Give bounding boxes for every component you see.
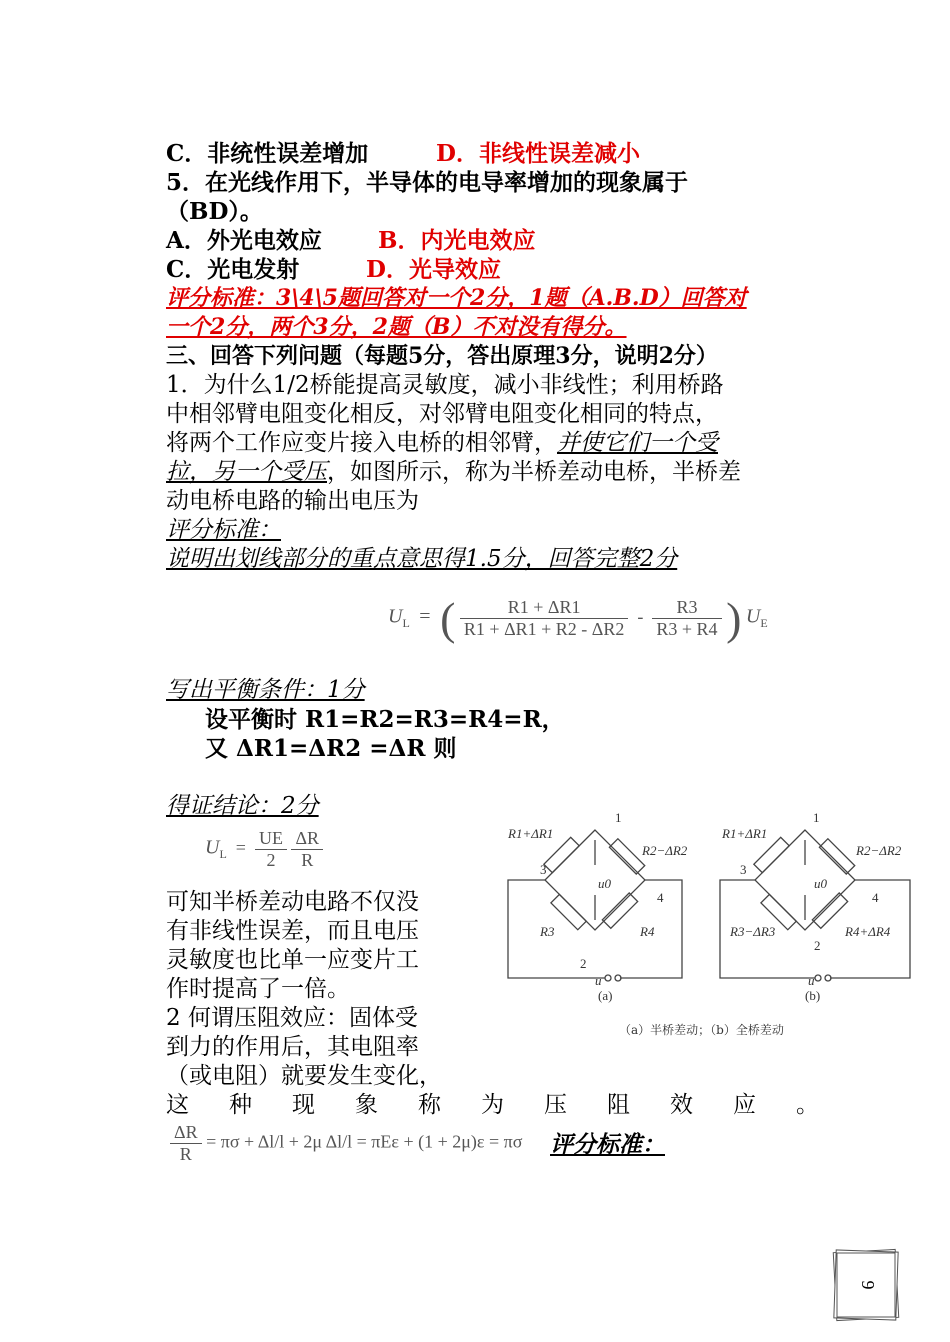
q5-stem: 5．在光线作用下，半导体的电导率增加的现象属于 <box>166 169 689 196</box>
figure-caption: （a）半桥差动；（b）全桥差动 <box>619 1023 784 1037</box>
rubric-line-2: 一个2分，两个3分，2题（B）不对没有得分。 <box>166 314 627 340</box>
svg-text:2: 2 <box>814 938 821 953</box>
svg-text:(a): (a) <box>598 988 613 1003</box>
svg-text:4: 4 <box>657 890 664 905</box>
rubric-last: 评分标准： <box>550 1131 665 1158</box>
balance-condition-1: 设平衡时 R1=R2=R3=R4=R， <box>205 706 565 733</box>
svg-text:R3−ΔR3: R3−ΔR3 <box>730 924 776 939</box>
svg-text:2: 2 <box>580 956 587 971</box>
bridge-circuit-figure <box>500 810 920 1040</box>
svg-text:R4: R4 <box>640 924 655 939</box>
svg-text:(b): (b) <box>805 988 821 1003</box>
svg-text:3: 3 <box>540 862 547 877</box>
svg-text:1: 1 <box>813 810 820 825</box>
question-2-line-2: 到力的作用后，其电阻率 <box>166 1034 419 1060</box>
q5-answer: （BD）。 <box>166 198 263 225</box>
label-r1: R1+ΔR1 <box>508 826 554 841</box>
rubric-2-title: 评分标准： <box>166 517 281 543</box>
piezoresistive-formula: $\frac{\Delta R}{R}$ = πσ + Δl/l + 2μ Δl/l = πEε + (1 + 2μ)ε = πσ <box>170 1122 522 1165</box>
q4-option-c: C．非统性误差增加 <box>166 140 369 167</box>
question-2-line-1: 2 何谓压阻效应：固体受 <box>166 1005 418 1031</box>
q5-option-d: D．光导效应 <box>366 256 501 283</box>
q5-option-a: A．外光电效应 <box>166 227 322 254</box>
q4-option-d: D．非线性误差减小 <box>436 140 640 167</box>
question-2-line-4: 这种现象称为压阻效应。 <box>166 1092 859 1118</box>
svg-text:1: 1 <box>615 810 622 825</box>
conclusion-formula: $U_L$ = $\frac{UE}{2}$ $\frac{\Delta R}{R}$ <box>205 828 323 871</box>
answer-line-5: 动电桥电路的输出电压为 <box>166 488 419 514</box>
svg-text:R2−ΔR2: R2−ΔR2 <box>856 843 902 858</box>
svg-text:3: 3 <box>740 862 747 877</box>
q5-option-c: C．光电发射 <box>166 256 300 283</box>
answer-line-4: 拉，另一个受压，如图所示，称为半桥差动电桥，半桥差 <box>166 459 741 485</box>
conclusion-line-4: 作时提高了一倍。 <box>166 976 350 1002</box>
section-3-heading: 三、回答下列问题（每题5分，答出原理3分，说明2分） <box>166 343 718 369</box>
rubric-line-1: 评分标准：3\4\5题回答对一个2分，1题（A.B.D）回答对 <box>166 285 747 311</box>
svg-text:u: u <box>808 973 815 988</box>
rubric-2-text: 说明出划线部分的重点意思得1.5分，回答完整2分 <box>166 546 678 572</box>
svg-text:4: 4 <box>872 890 879 905</box>
svg-text:R3: R3 <box>540 924 555 939</box>
svg-text:u0: u0 <box>598 876 611 891</box>
svg-text:R4+ΔR4: R4+ΔR4 <box>845 924 891 939</box>
svg-text:9: 9 <box>858 1280 878 1290</box>
balance-title: 写出平衡条件：1分 <box>166 677 365 703</box>
q5-option-b: B．内光电效应 <box>378 227 536 254</box>
conclusion-line-2: 有非线性误差，而且电压 <box>166 918 419 944</box>
balance-condition-2: 又 ΔR1=ΔR2 =ΔR 则 <box>205 735 457 762</box>
answer-line-2: 中相邻臂电阻变化相反，对邻臂电阻变化相同的特点， <box>166 401 718 427</box>
answer-line-3: 将两个工作应变片接入电桥的相邻臂，并使它们一个受 <box>166 430 718 456</box>
svg-text:R2−ΔR2: R2−ΔR2 <box>642 843 688 858</box>
svg-text:u0: u0 <box>814 876 827 891</box>
answer-line-1: 1．为什么1/2桥能提高灵敏度，减小非线性；利用桥路 <box>166 372 724 398</box>
output-voltage-formula: $U_L$ = ( $\frac{R1 + \Delta R1}{R1 + \Delta R1 + R2 - \Delta R2}$ - $\frac{R3}{R3 + R4}$ ) $U_E$ <box>388 593 768 644</box>
conclusion-title: 得证结论：2分 <box>166 793 319 819</box>
conclusion-line-3: 灵敏度也比单一应变片工 <box>166 947 419 973</box>
conclusion-line-1: 可知半桥差动电路不仅没 <box>166 889 419 915</box>
question-2-line-3: （或电阻）就要发生变化， <box>166 1063 442 1089</box>
svg-text:u: u <box>595 973 602 988</box>
svg-text:R1+ΔR1: R1+ΔR1 <box>722 826 768 841</box>
page-number-box <box>831 1247 901 1323</box>
